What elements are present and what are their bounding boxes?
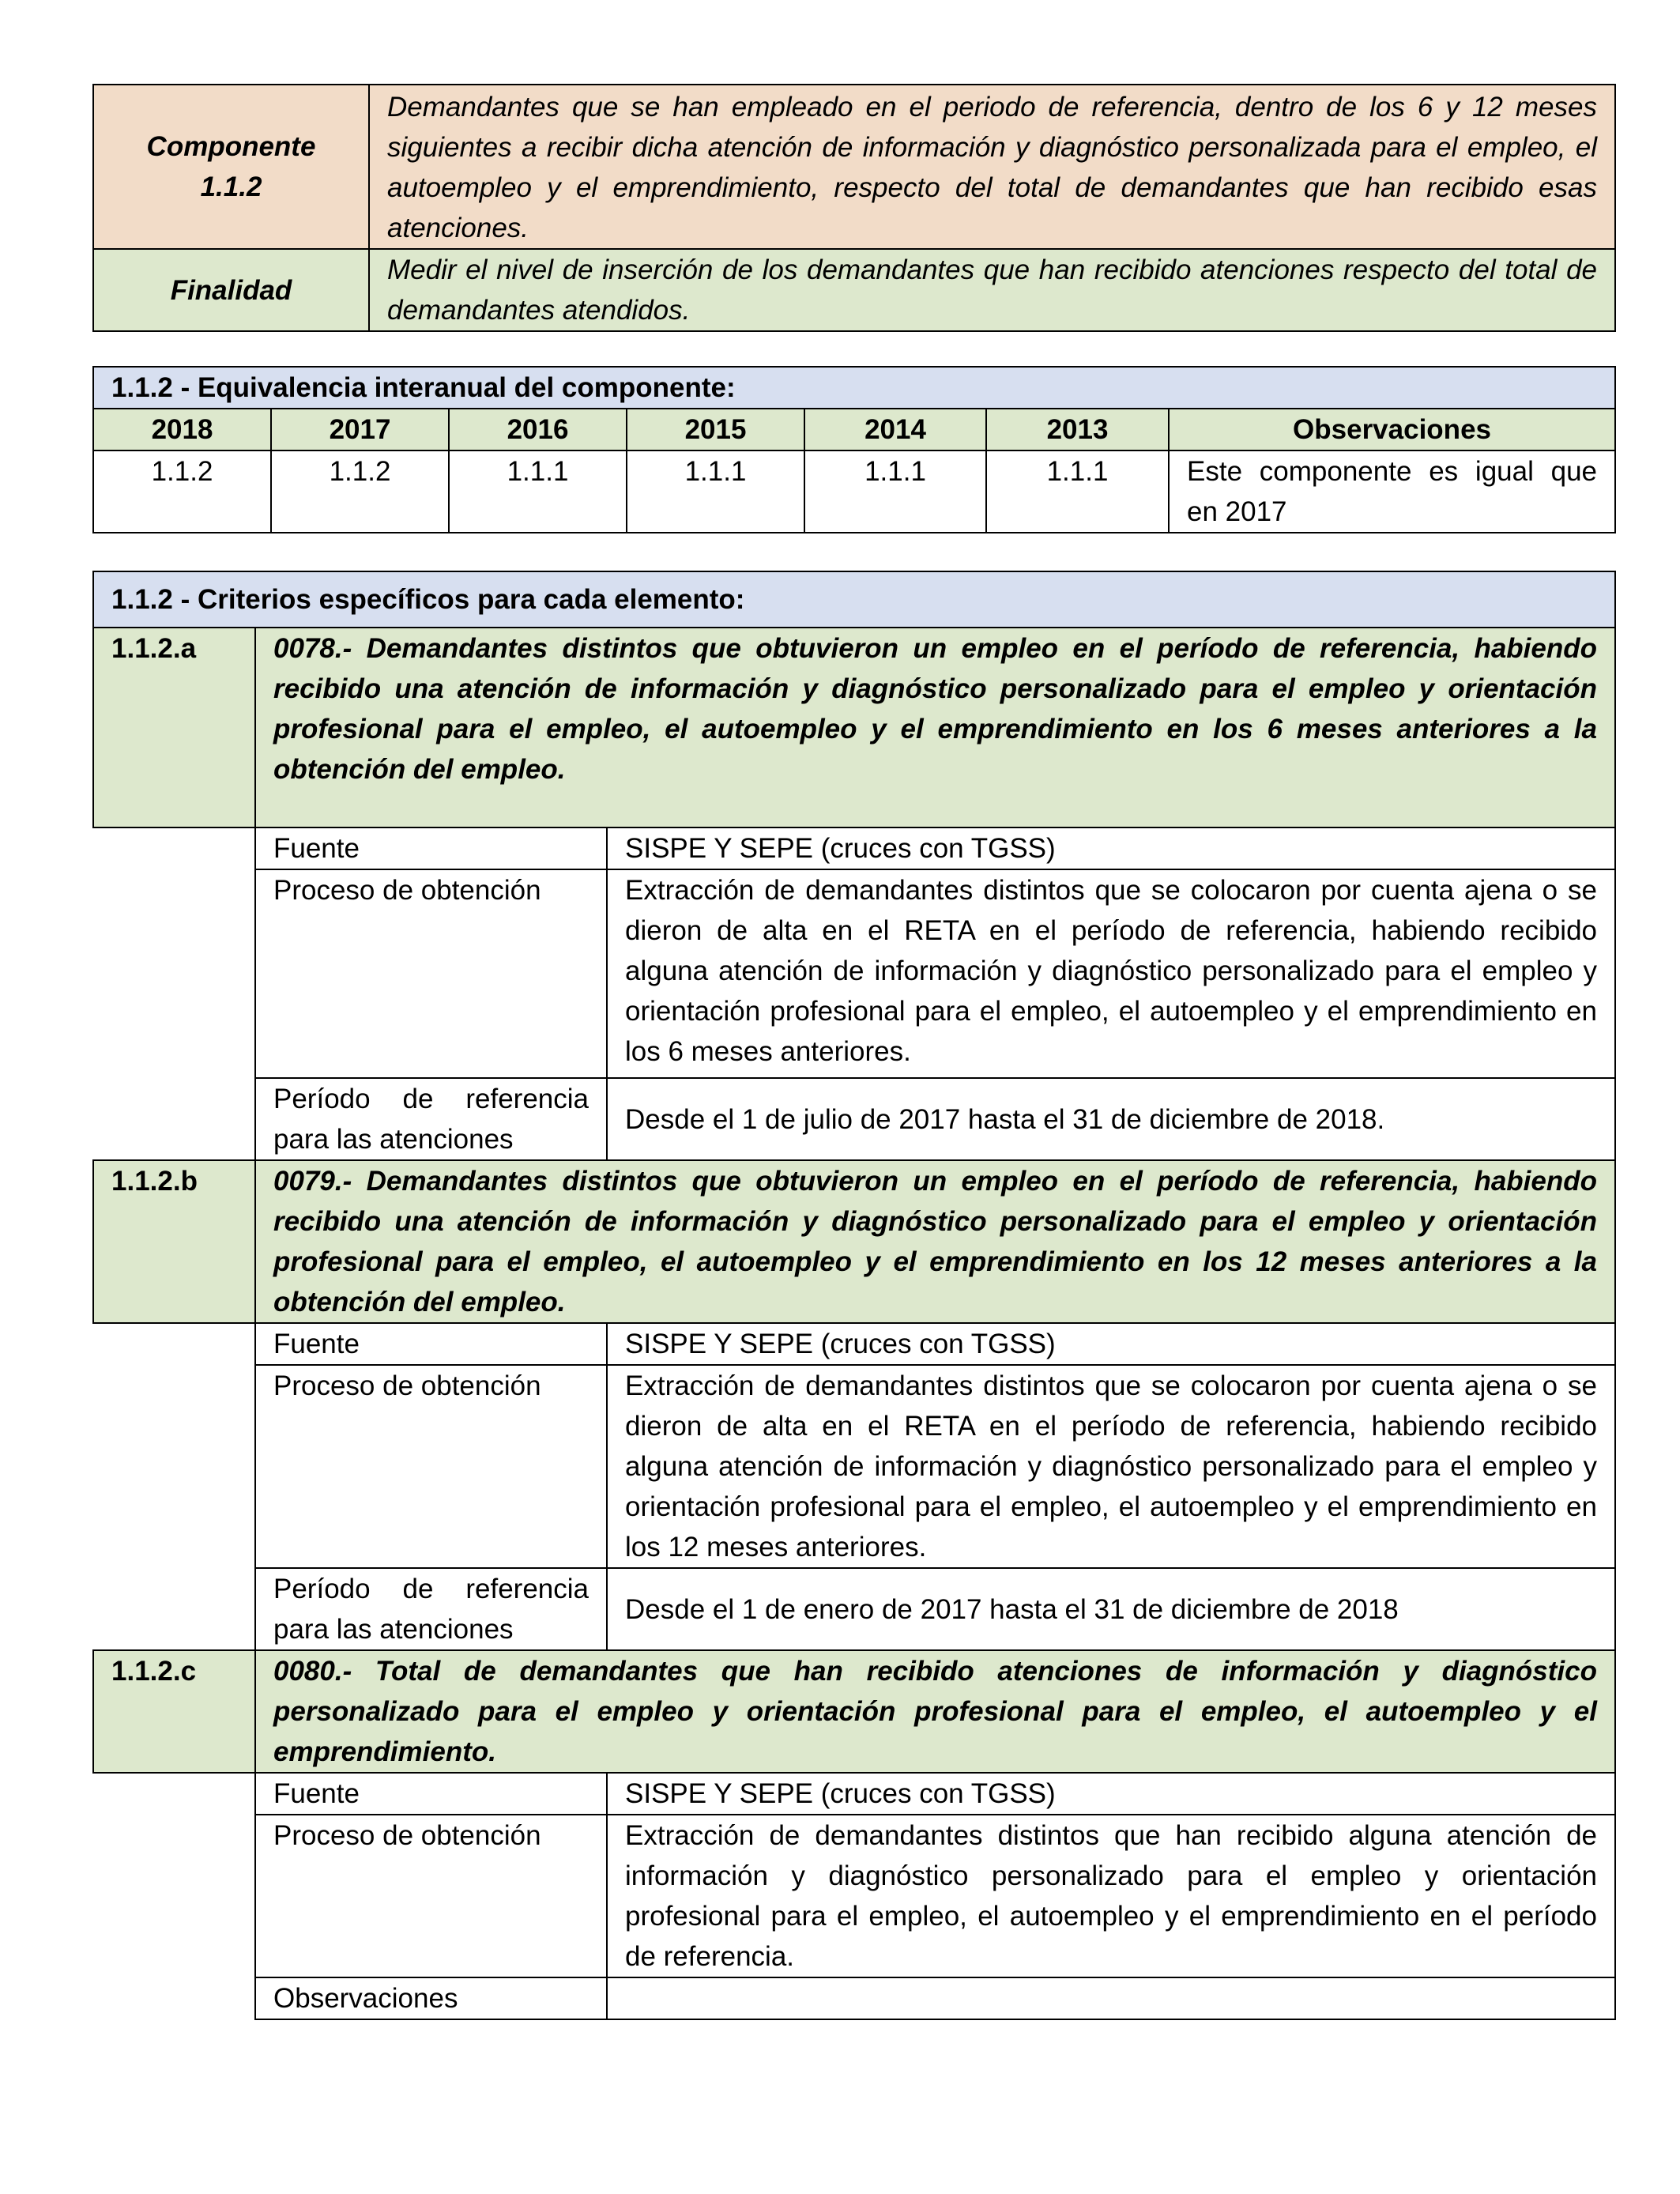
equivalence-table xyxy=(92,366,1616,533)
year-header: 2015 xyxy=(627,409,804,450)
row-label: Período de referencia para las atenciones xyxy=(255,1078,607,1160)
criteria-table xyxy=(92,571,1616,2020)
component-label: Componente xyxy=(146,131,316,162)
row-value: Extracción de demandantes distintos que han recibido alguna atención de información y diagnóstico personalizado para el empleo y orientación profesional para el empleo, el autoempleo y el emprendimiento en el período de referencia. xyxy=(607,1815,1615,1977)
equivalence-title: 1.1.2 - Equivalencia interanual del componente: xyxy=(93,367,1615,409)
row-value: Desde el 1 de enero de 2017 hasta el 31 de diciembre de 2018 xyxy=(607,1568,1615,1650)
year-value: 1.1.1 xyxy=(986,450,1169,533)
element-code: 1.1.2.c xyxy=(93,1650,255,1773)
criteria-title: 1.1.2 - Criterios específicos para cada elemento: xyxy=(93,571,1615,628)
year-value: 1.1.2 xyxy=(93,450,271,533)
row-value: Extracción de demandantes distintos que se colocaron por cuenta ajena o se dieron de alta en el RETA en el período de referencia, habiendo recibido alguna atención de información y diagnóstico personalizado para el empleo y orientación profesional para el empleo, el autoempleo y el emprendimiento en los 6 meses anteriores. xyxy=(607,869,1615,1078)
row-value xyxy=(607,1977,1615,2019)
row-label: Fuente xyxy=(255,827,607,869)
row-label: Proceso de obtención xyxy=(255,1815,607,1977)
element-title: 0078.- Demandantes distintos que obtuvieron un empleo en el período de referencia, habiendo recibido una atención de información y diagnóstico personalizado para el empleo y orientación profesional para el empleo, el autoempleo y el emprendimiento en los 6 meses anteriores a la obtención del empleo. xyxy=(255,628,1615,827)
observations-header: Observaciones xyxy=(1169,409,1615,450)
row-label: Fuente xyxy=(255,1323,607,1365)
year-value: 1.1.1 xyxy=(627,450,804,533)
row-value: Extracción de demandantes distintos que se colocaron por cuenta ajena o se dieron de alta en el RETA en el período de referencia, habiendo recibido alguna atención de información y diagnóstico personalizado para el empleo y orientación profesional para el empleo, el autoempleo y el emprendimiento en los 12 meses anteriores. xyxy=(607,1365,1615,1568)
year-header: 2013 xyxy=(986,409,1169,450)
component-description: Demandantes que se han empleado en el periodo de referencia, dentro de los 6 y 12 meses siguientes a recibir dicha atención de información y diagnóstico personalizada para el empleo, el autoempleo y el emprendimiento, respecto del total de demandantes que han recibido esas atenciones. xyxy=(369,85,1615,249)
year-value: 1.1.1 xyxy=(804,450,986,533)
element-code: 1.1.2.b xyxy=(93,1160,255,1323)
row-value: SISPE Y SEPE (cruces con TGSS) xyxy=(607,1323,1615,1365)
purpose-text: Medir el nivel de inserción de los demandantes que han recibido atenciones respecto del total de demandantes atendidos. xyxy=(369,249,1615,331)
component-number: 1.1.2 xyxy=(200,172,262,202)
row-label: Proceso de obtención xyxy=(255,1365,607,1568)
purpose-label: Finalidad xyxy=(93,249,369,331)
component-table xyxy=(92,84,1616,332)
element-title: 0079.- Demandantes distintos que obtuvieron un empleo en el período de referencia, habiendo recibido una atención de información y diagnóstico personalizado para el empleo y orientación profesional para el empleo, el autoempleo y el emprendimiento en los 12 meses anteriores a la obtención del empleo. xyxy=(255,1160,1615,1323)
year-header: 2016 xyxy=(449,409,627,450)
observations-value: Este componente es igual que en 2017 xyxy=(1169,450,1615,533)
row-label: Período de referencia para las atenciones xyxy=(255,1568,607,1650)
row-value: SISPE Y SEPE (cruces con TGSS) xyxy=(607,1773,1615,1815)
element-title: 0080.- Total de demandantes que han recibido atenciones de información y diagnóstico personalizado para el empleo y orientación profesional para el empleo, el autoempleo y el emprendimiento. xyxy=(255,1650,1615,1773)
row-value: Desde el 1 de julio de 2017 hasta el 31 de diciembre de 2018. xyxy=(607,1078,1615,1160)
year-value: 1.1.1 xyxy=(449,450,627,533)
row-value: SISPE Y SEPE (cruces con TGSS) xyxy=(607,827,1615,869)
row-label: Fuente xyxy=(255,1773,607,1815)
row-label: Proceso de obtención xyxy=(255,869,607,1078)
year-header: 2014 xyxy=(804,409,986,450)
row-label: Observaciones xyxy=(255,1977,607,2019)
year-header: 2018 xyxy=(93,409,271,450)
element-code: 1.1.2.a xyxy=(93,628,255,827)
year-header: 2017 xyxy=(271,409,449,450)
year-value: 1.1.2 xyxy=(271,450,449,533)
component-label-cell xyxy=(93,85,369,249)
